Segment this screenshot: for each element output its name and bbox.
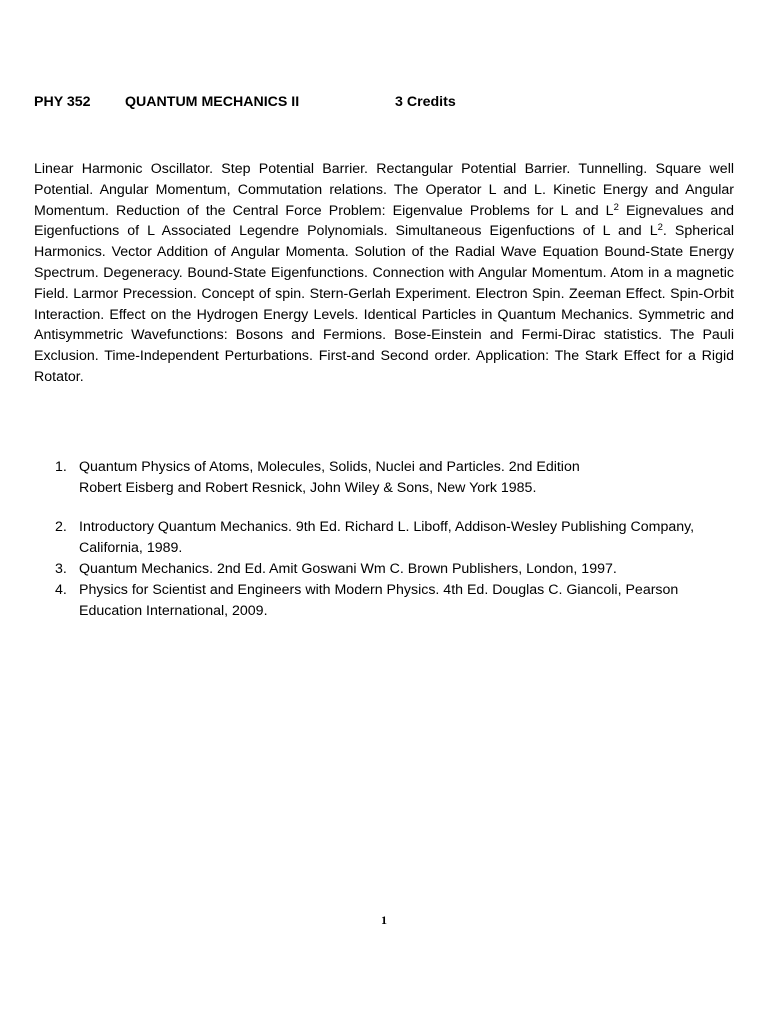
superscript-2: 2: [657, 222, 663, 234]
reference-text: Quantum Physics of Atoms, Molecules, Solids, Nuclei and Particles. 2nd Edition: [79, 459, 580, 475]
reference-item: [34, 559, 734, 580]
reference-text: Physics for Scientist and Engineers with Modern Physics. 4th Ed. Douglas C. Giancoli, Pearson Education International, 2009.: [79, 582, 679, 619]
course-credits: 3 Credits: [395, 94, 456, 110]
reference-item: [34, 457, 734, 499]
reference-text: Introductory Quantum Mechanics. 9th Ed. Richard L. Liboff, Addison-Wesley Publishing Company, California, 1989.: [79, 519, 695, 556]
page-number: 1: [381, 913, 387, 927]
reference-text: Robert Eisberg and Robert Resnick, John Wiley & Sons, New York 1985.: [79, 480, 537, 496]
reference-item: [34, 517, 734, 559]
course-title: QUANTUM MECHANICS II: [125, 94, 300, 110]
course-description: [34, 159, 734, 388]
description-text-part1: Linear Harmonic Oscillator. Step Potential Barrier. Rectangular Potential Barrier. Tunnelling. Square well Potential. Angular Momentum, Commutation relations. The Operator L and L. Kinetic Energy and Angular Momentum. Reduction of the Central Force Problem: Eigenvalue Problems for L and L: [34, 161, 734, 219]
reference-number: 2.: [55, 519, 67, 535]
description-text-part2: Eignevalues and Eigenfuctions of L Associated Legendre Polynomials. Simultaneous Eigenfuctions of L and L: [34, 202, 734, 240]
reference-item: [34, 580, 734, 622]
reference-number: 1.: [55, 459, 67, 475]
course-code: PHY 352: [34, 94, 91, 110]
reference-number: 4.: [55, 582, 67, 598]
description-text-part3: . Spherical Harmonics. Vector Addition of Angular Momenta. Solution of the Radial Wave Equation Bound-State Energy Spectrum. Degeneracy. Bound-State Eigenfunctions. Connection with Angular Momentum. Atom in a magnetic Field. Larmor Precession. Concept of spin. Stern-Gerlah Experiment. Electron Spin. Zeeman Effect. Spin-Orbit Interaction. Effect on the Hydrogen Energy Levels. Identical Particles in Quantum Mechanics. Symmetric and Antisymmetric Wavefunctions: Bosons and Fermions. Bose-Einstein and Fermi-Dirac statistics. The Pauli Exclusion. Time-Independent Perturbations. First-and Second order. Application: The Stark Effect for a Rigid Rotator.: [34, 223, 735, 385]
reference-number: 3.: [55, 561, 67, 577]
reference-text: Quantum Mechanics. 2nd Ed. Amit Goswani Wm C. Brown Publishers, London, 1997.: [79, 561, 617, 577]
superscript-2: 2: [613, 201, 619, 213]
reference-list: [34, 457, 734, 622]
